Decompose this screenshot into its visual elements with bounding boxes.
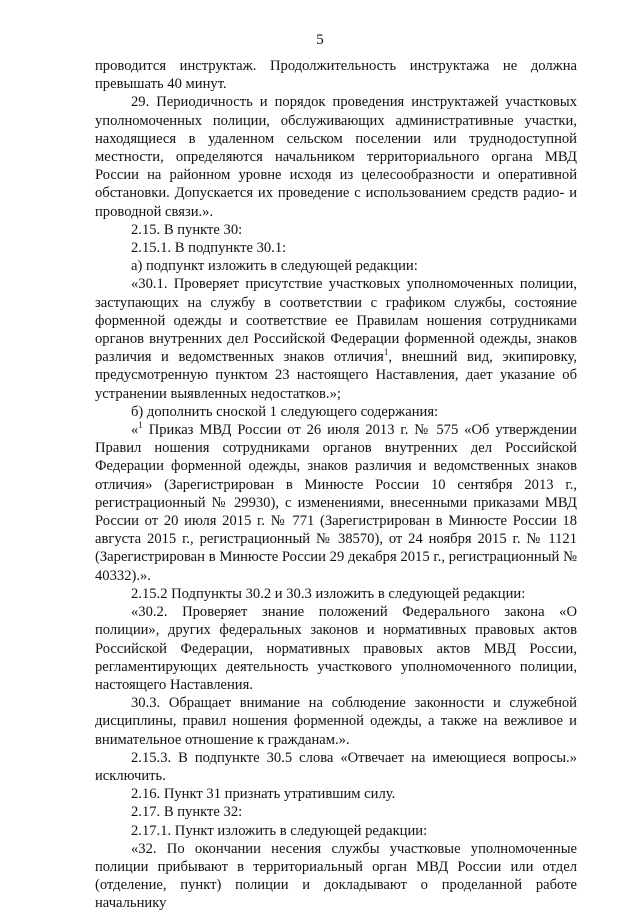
item-30-1-text-continued: , внешний вид, экипировку, предусмотренную пунктом 23 настоящего Наставления, дает указание об устранении выявленных недостатков.»; bbox=[95, 349, 577, 402]
paragraph-2-17-1: 2.17.1. Пункт изложить в следующей редакции: bbox=[131, 822, 428, 839]
paragraph-continuation: проводится инструктаж. Продолжительность инструктажа не должна превышать 40 минут. bbox=[95, 58, 577, 93]
paragraph-subitem-a: а) подпункт изложить в следующей редакции: bbox=[131, 258, 418, 275]
paragraph-2-17: 2.17. В пункте 32: bbox=[131, 804, 243, 821]
paragraph-2-15-1: 2.15.1. В подпункте 30.1: bbox=[131, 240, 287, 257]
footnote-marker: 1 bbox=[138, 420, 143, 431]
document-body bbox=[95, 57, 577, 913]
page-number: 5 bbox=[316, 32, 324, 48]
footnote-marker: 1 bbox=[383, 347, 389, 358]
paragraph-item-29: 29. Периодичность и порядок проведения инструктажей участковых уполномоченных полиции, обслуживающих административные участки, находящиеся в удаленном сельском поселении или труднодоступной местности, определяются начальником территориального органа МВД России на районном уровне исходя из целесообразности и оперативной обстановки. Допускается их проведение с использованием средств радио- и проводной связи.». bbox=[95, 94, 577, 220]
paragraph-2-15-2: 2.15.2 Подпункты 30.2 и 30.3 изложить в следующей редакции: bbox=[131, 585, 526, 602]
paragraph-2-16: 2.16. Пункт 31 признать утратившим силу. bbox=[131, 786, 396, 803]
paragraph-footnote-1 bbox=[95, 421, 577, 585]
footnote-open-quote: « bbox=[131, 422, 139, 439]
paragraph-2-15-3: 2.15.3. В подпункте 30.5 слова «Отвечает на имеющиеся вопросы.» исключить. bbox=[95, 749, 577, 784]
paragraph-2-15: 2.15. В пункте 30: bbox=[131, 221, 243, 238]
footnote-text: Приказ МВД России от 26 июля 2013 г. № 575 «Об утверждении Правил ношения сотрудниками органов внутренних дел Российской Федерации форменной одежды, знаков различия и ведомственных знаков отличия» (Зарегистрирован в Минюсте России 10 сентября 2013 г., регистрационный № 29930), с изменениями, внесенными приказами МВД России от 20 июля 2015 г. № 771 (Зарегистрирован в Минюсте России 18 августа 2015 г., регистрационный № 38570), от 24 ноября 2015 г. № 1121 (Зарегистрирован в Минюсте России 29 декабря 2015 г., регистрационный № 40332).». bbox=[95, 422, 577, 584]
paragraph-item-30-3: 30.3. Обращает внимание на соблюдение законности и служебной дисциплины, правил ношения форменной одежды, а также на вежливое и внимательное отношение к гражданам.». bbox=[95, 695, 577, 748]
paragraph-item-30-2: «30.2. Проверяет знание положений Федерального закона «О полиции», других федеральных законов и нормативных правовых актов Российской Федерации, нормативных правовых актов МВД России, регламентирующих деятельность участкового уполномоченного полиции, настоящего Наставления. bbox=[95, 604, 577, 693]
paragraph-item-30-1 bbox=[95, 275, 577, 402]
item-30-1-text: «30.1. Проверяет присутствие участковых уполномоченных полиции, заступающих на службу в соответствии с графиком службы, состояние форменной одежды и соответствие ее Правилам ношения сотрудниками органов внутренних дел Российской Федерации форменной одежды, знаков различия и ведомственных знаков отличия bbox=[95, 276, 577, 366]
paragraph-subitem-b: б) дополнить сноской 1 следующего содержания: bbox=[131, 403, 439, 420]
paragraph-item-32: «32. По окончании несения службы участковые уполномоченные полиции прибывают в территориальный орган МВД России или отдел (отделение, пункт) полиции и докладывают о проделанной работе начальнику bbox=[95, 840, 577, 912]
